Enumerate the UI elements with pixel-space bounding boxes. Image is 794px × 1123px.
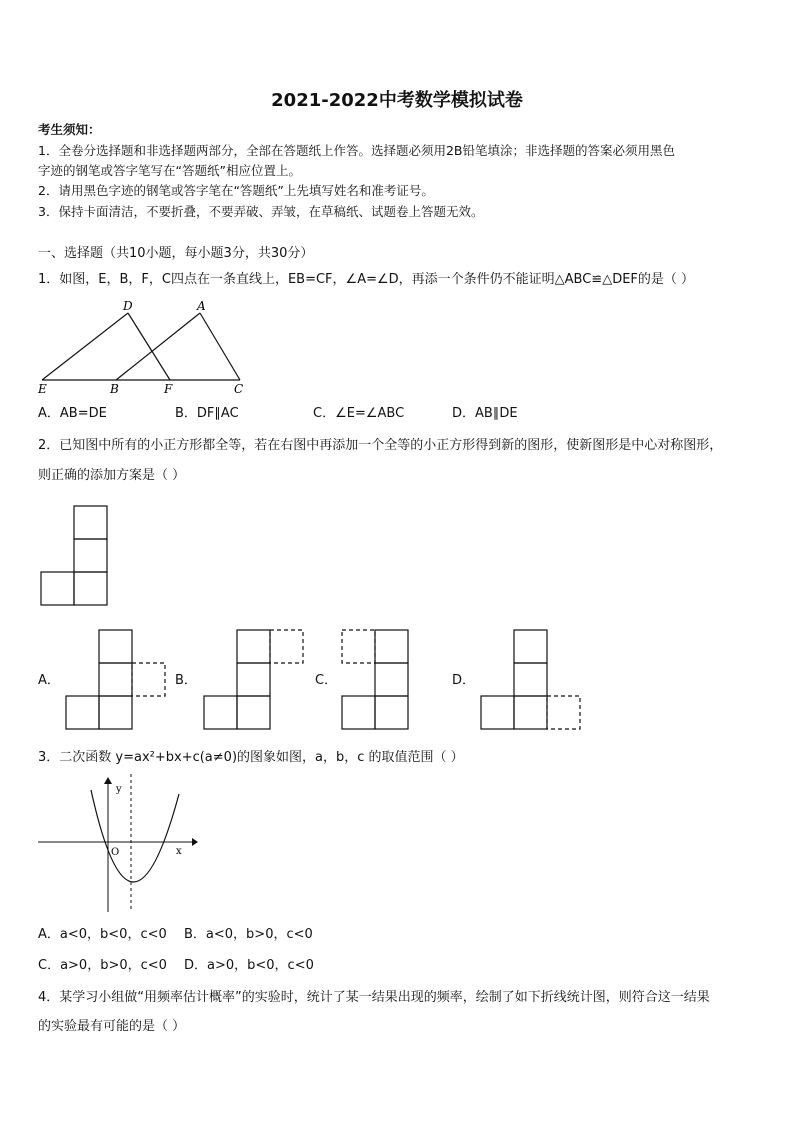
q2-option-b-figure xyxy=(202,628,308,732)
q2-option-b-label: B． xyxy=(175,673,197,688)
page-title: 2021-2022中考数学模拟试卷 xyxy=(271,90,523,111)
q1-option-d: D．AB∥DE xyxy=(452,406,518,421)
q3-option-a: A．a<0，b<0，c<0 xyxy=(38,927,167,942)
q1-option-a: A．AB=DE xyxy=(38,406,107,421)
q3-origin: O xyxy=(111,847,120,858)
q1-option-b: B．DF∥AC xyxy=(175,406,239,421)
q2-option-c-label: C． xyxy=(315,673,338,688)
q2-option-c-figure xyxy=(340,628,414,732)
q1-label-d: D xyxy=(123,299,133,313)
q1-label-c: C xyxy=(234,382,244,395)
notice-heading: 考生须知： xyxy=(38,122,101,137)
q2-option-d-figure xyxy=(479,628,585,732)
q3-option-d: D．a>0，b<0，c<0 xyxy=(184,958,314,973)
q2-line-1: 2．已知图中所有的小正方形都全等，若在右图中再添加一个全等的小正方形得到新的图形，使新图形是中心对称图形， xyxy=(38,438,723,453)
q3-parabola-figure xyxy=(36,772,200,920)
q3-option-c: C．a>0，b>0，c<0 xyxy=(38,958,167,973)
q1-label-e: E xyxy=(38,382,47,395)
q4-line-2: 的实验最有可能的是（ ） xyxy=(38,1019,186,1034)
q1-label-b: B xyxy=(110,382,119,395)
q1-label-f: F xyxy=(164,382,173,395)
q3-text: 3．二次函数 y=ax²+bx+c(a≠0)的图象如图，a，b，c 的取值范围（ ） xyxy=(38,750,464,765)
q1-text: 1．如图，E，B，F，C四点在一条直线上，EB=CF，∠A=∠D，再添一个条件仍不能证明△ABC≌△DEF的是（ ） xyxy=(38,272,695,287)
q1-triangle-figure xyxy=(36,295,248,395)
notice-line-2: 2．请用黑色字迹的钢笔或答字笔在“答题纸”上先填写姓名和准考证号。 xyxy=(38,183,434,198)
q3-axis-x: x xyxy=(176,846,182,857)
q4-line-1: 4．某学习小组做“用频率估计概率”的实验时，统计了某一结果出现的频率，绘制了如下折线统计图，则符合这一结果 xyxy=(38,990,710,1005)
q2-option-d-label: D． xyxy=(452,673,476,688)
notice-line-1b: 字迹的钢笔或答字笔写在“答题纸”相应位置上。 xyxy=(38,163,301,178)
q2-option-a-figure xyxy=(64,628,170,732)
q2-base-figure xyxy=(40,504,112,608)
q2-line-2: 则正确的添加方案是（ ） xyxy=(38,468,186,483)
q3-axis-y: y xyxy=(116,784,122,795)
q1-label-a: A xyxy=(197,299,206,313)
notice-line-3: 3．保持卡面清洁，不要折叠，不要弄破、弄皱，在草稿纸、试题卷上答题无效。 xyxy=(38,204,484,219)
q1-option-c: C．∠E=∠ABC xyxy=(313,406,405,421)
section-heading: 一、选择题（共10小题，每小题3分，共30分） xyxy=(38,246,314,261)
q2-option-a-label: A． xyxy=(38,673,60,688)
q3-option-b: B．a<0，b>0，c<0 xyxy=(184,927,313,942)
notice-line-1a: 1．全卷分选择题和非选择题两部分，全部在答题纸上作答。选择题必须用2B铅笔填涂；非选择题的答案必须用黑色 xyxy=(38,143,675,158)
